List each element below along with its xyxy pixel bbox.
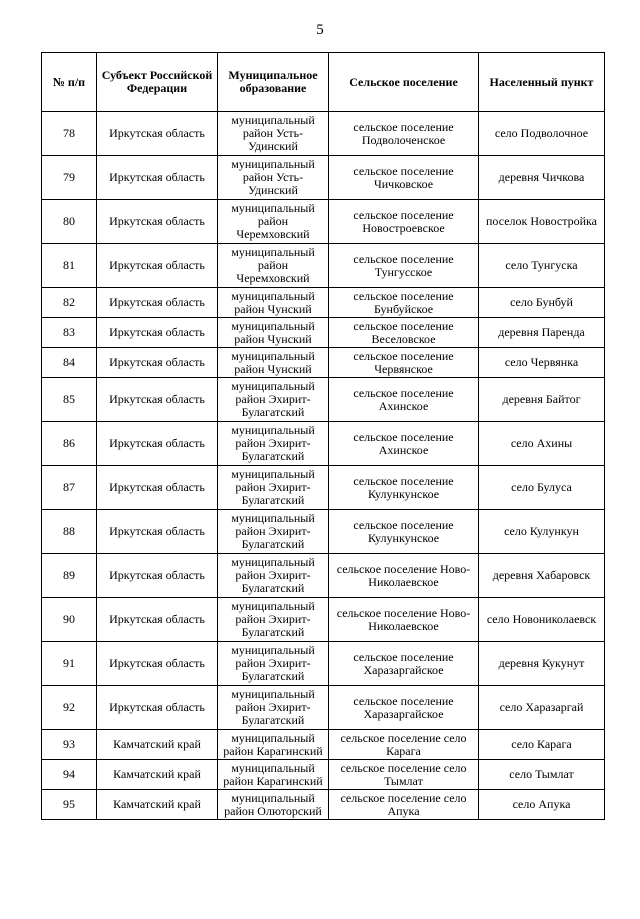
- cell-subject: Иркутская область: [97, 378, 218, 422]
- table-row: [42, 760, 605, 790]
- cell-locality: деревня Хабаровск: [479, 554, 605, 598]
- table-row: [42, 790, 605, 820]
- cell-locality: деревня Кукунут: [479, 642, 605, 686]
- cell-locality: село Тунгуска: [479, 244, 605, 288]
- table-row: [42, 200, 605, 244]
- cell-settlement: сельское поселение Кулункунское: [329, 466, 479, 510]
- table-row: [42, 156, 605, 200]
- table-row: [42, 244, 605, 288]
- cell-subject: Иркутская область: [97, 288, 218, 318]
- table-row: [42, 422, 605, 466]
- cell-settlement: сельское поселение Кулункунское: [329, 510, 479, 554]
- cell-settlement: сельское поселение Чичковское: [329, 156, 479, 200]
- cell-num: 84: [42, 348, 97, 378]
- table-row: [42, 686, 605, 730]
- cell-num: 80: [42, 200, 97, 244]
- cell-subject: Иркутская область: [97, 510, 218, 554]
- cell-subject: Иркутская область: [97, 686, 218, 730]
- table-row: [42, 642, 605, 686]
- table-row: [42, 554, 605, 598]
- settlements-table: [41, 52, 605, 820]
- cell-settlement: сельское поселение Подволоченское: [329, 112, 479, 156]
- cell-subject: Камчатский край: [97, 790, 218, 820]
- cell-locality: деревня Чичкова: [479, 156, 605, 200]
- cell-locality: село Ахины: [479, 422, 605, 466]
- cell-locality: поселок Новостройка: [479, 200, 605, 244]
- cell-subject: Иркутская область: [97, 318, 218, 348]
- header-municipality: Муниципальное образование: [218, 53, 329, 112]
- cell-municipality: муниципальный район Чунский: [218, 318, 329, 348]
- cell-settlement: сельское поселение село Апука: [329, 790, 479, 820]
- table-row: [42, 288, 605, 318]
- cell-settlement: сельское поселение Харазаргайское: [329, 686, 479, 730]
- cell-num: 79: [42, 156, 97, 200]
- header-locality: Населенный пункт: [479, 53, 605, 112]
- cell-num: 89: [42, 554, 97, 598]
- table-row: [42, 510, 605, 554]
- cell-municipality: муниципальный район Карагинский: [218, 730, 329, 760]
- cell-settlement: сельское поселение Тунгусское: [329, 244, 479, 288]
- cell-locality: село Булуса: [479, 466, 605, 510]
- cell-settlement: сельское поселение Веселовское: [329, 318, 479, 348]
- cell-num: 92: [42, 686, 97, 730]
- cell-subject: Иркутская область: [97, 642, 218, 686]
- cell-subject: Иркутская область: [97, 466, 218, 510]
- cell-subject: Камчатский край: [97, 760, 218, 790]
- cell-municipality: муниципальный район Чунский: [218, 288, 329, 318]
- cell-settlement: сельское поселение Ново-Николаевское: [329, 598, 479, 642]
- header-settlement: Сельское поселение: [329, 53, 479, 112]
- header-num: № п/п: [42, 53, 97, 112]
- cell-subject: Камчатский край: [97, 730, 218, 760]
- cell-locality: село Карага: [479, 730, 605, 760]
- cell-locality: село Новониколаевск: [479, 598, 605, 642]
- cell-municipality: муниципальный район Эхирит-Булагатский: [218, 598, 329, 642]
- cell-locality: село Апука: [479, 790, 605, 820]
- cell-num: 85: [42, 378, 97, 422]
- cell-num: 91: [42, 642, 97, 686]
- table-row: [42, 598, 605, 642]
- cell-municipality: муниципальный район Черемховский: [218, 244, 329, 288]
- cell-settlement: сельское поселение Ахинское: [329, 422, 479, 466]
- cell-locality: село Подволочное: [479, 112, 605, 156]
- cell-locality: село Червянка: [479, 348, 605, 378]
- header-subject: Субъект Российской Федерации: [97, 53, 218, 112]
- cell-municipality: муниципальный район Олюторский: [218, 790, 329, 820]
- cell-municipality: муниципальный район Эхирит-Булагатский: [218, 554, 329, 598]
- page-number: 5: [316, 22, 324, 38]
- cell-locality: село Харазаргай: [479, 686, 605, 730]
- table-row: [42, 348, 605, 378]
- cell-municipality: муниципальный район Эхирит-Булагатский: [218, 510, 329, 554]
- cell-subject: Иркутская область: [97, 156, 218, 200]
- cell-settlement: сельское поселение Харазаргайское: [329, 642, 479, 686]
- cell-municipality: муниципальный район Эхирит-Булагатский: [218, 686, 329, 730]
- cell-num: 94: [42, 760, 97, 790]
- cell-municipality: муниципальный район Эхирит-Булагатский: [218, 422, 329, 466]
- cell-locality: деревня Паренда: [479, 318, 605, 348]
- cell-num: 90: [42, 598, 97, 642]
- cell-municipality: муниципальный район Эхирит-Булагатский: [218, 466, 329, 510]
- cell-num: 78: [42, 112, 97, 156]
- cell-subject: Иркутская область: [97, 112, 218, 156]
- cell-municipality: муниципальный район Черемховский: [218, 200, 329, 244]
- cell-settlement: сельское поселение Червянское: [329, 348, 479, 378]
- cell-settlement: сельское поселение Новостроевское: [329, 200, 479, 244]
- cell-num: 95: [42, 790, 97, 820]
- cell-locality: село Бунбуй: [479, 288, 605, 318]
- cell-num: 81: [42, 244, 97, 288]
- cell-locality: деревня Байтог: [479, 378, 605, 422]
- cell-subject: Иркутская область: [97, 244, 218, 288]
- table-row: [42, 112, 605, 156]
- cell-municipality: муниципальный район Эхирит-Булагатский: [218, 378, 329, 422]
- cell-subject: Иркутская область: [97, 554, 218, 598]
- table-row: [42, 378, 605, 422]
- cell-municipality: муниципальный район Карагинский: [218, 760, 329, 790]
- cell-municipality: муниципальный район Усть-Удинский: [218, 156, 329, 200]
- table-row: [42, 318, 605, 348]
- cell-subject: Иркутская область: [97, 422, 218, 466]
- cell-subject: Иркутская область: [97, 598, 218, 642]
- cell-municipality: муниципальный район Усть-Удинский: [218, 112, 329, 156]
- cell-settlement: сельское поселение село Карага: [329, 730, 479, 760]
- cell-settlement: сельское поселение Ахинское: [329, 378, 479, 422]
- cell-num: 88: [42, 510, 97, 554]
- cell-num: 93: [42, 730, 97, 760]
- cell-locality: село Кулункун: [479, 510, 605, 554]
- cell-num: 86: [42, 422, 97, 466]
- table-row: [42, 466, 605, 510]
- cell-settlement: сельское поселение Бунбуйское: [329, 288, 479, 318]
- cell-num: 82: [42, 288, 97, 318]
- cell-subject: Иркутская область: [97, 348, 218, 378]
- table-header-row: [42, 53, 605, 112]
- cell-municipality: муниципальный район Чунский: [218, 348, 329, 378]
- cell-settlement: сельское поселение Ново-Николаевское: [329, 554, 479, 598]
- cell-municipality: муниципальный район Эхирит-Булагатский: [218, 642, 329, 686]
- table-row: [42, 730, 605, 760]
- cell-locality: село Тымлат: [479, 760, 605, 790]
- cell-subject: Иркутская область: [97, 200, 218, 244]
- cell-num: 83: [42, 318, 97, 348]
- cell-num: 87: [42, 466, 97, 510]
- cell-settlement: сельское поселение село Тымлат: [329, 760, 479, 790]
